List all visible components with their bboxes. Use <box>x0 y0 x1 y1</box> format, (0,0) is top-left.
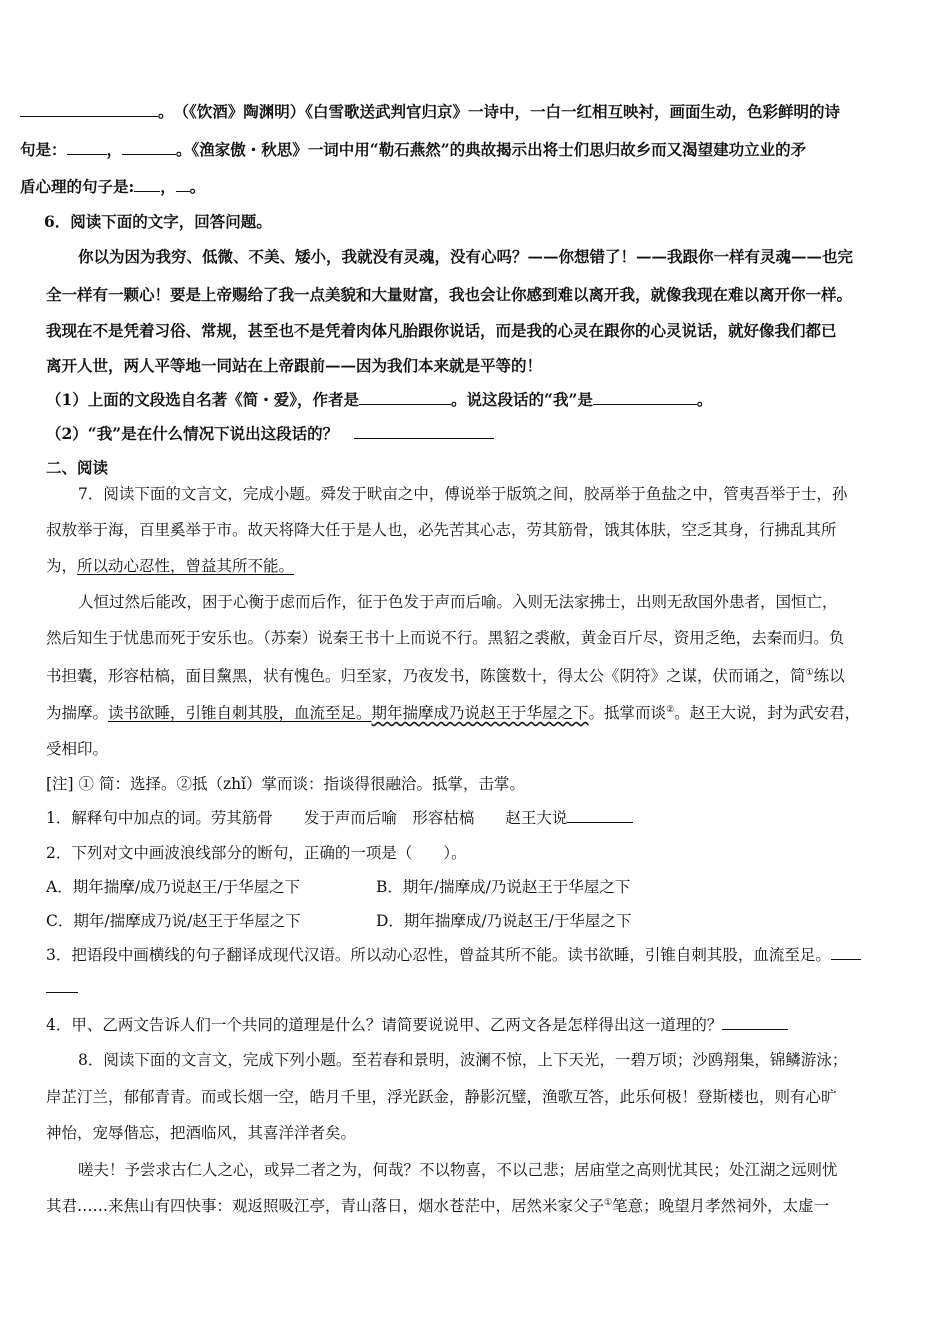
answer-blank[interactable] <box>122 138 176 155</box>
document-page: 。 （《饮酒》陶渊明）《白雪歌送武判官归京》一诗中，一白一红相互映衬，画面生动，色彩鲜明的诗 句是： ， 。《渔家傲・秋思》一词中用“勒石燕然”的典故揭示出将士们思归故乡而又渴望建功立业的矛 盾心理的句子是: ， 。 6．阅读下面的文字，回答问题。 你以为因为我穷、低微、不美、矮小，我就没有灵魂，没有心吗？——你想错了！——我跟你一样有灵魂——也完 全一样有一颗心！要是上帝赐给了我一点美貌和大量财富，我也会让你感到难以离开我，就像我现在难以离开你一样。 我现在不是凭着习俗、常规，甚至也不是凭着肉体凡胎跟你说话，而是我的心灵在跟你的心灵说话，就好像我们都已 离开人世，两人平等地一同站在上帝跟前——因为我们本来就是平等的！ （1）上面的文段选自名著《简・爱》，作者是 。说这段话的“我”是 。 （2）“我”是在什么情况下说出这段话的？ 二、阅读 7．阅读下面的文言文，完成小题。舜发于畎亩之中，傅说举于版筑之间，胶鬲举于鱼盐之中，管夷吾举于士，孙 叔敖举于海，百里奚举于市。故天将降大任于是人也，必先苦其心志，劳其筋骨，饿其体肤，空乏其身，行拂乱其所 为，所以动心忍性，曾益其所不能。 人恒过然后能改，困于心衡于虑而后作，征于色发于声而后喻。入则无法家拂士，出则无敌国外患者，国恒亡， 然后知生于忧患而死于安乐也。（苏秦）说秦王书十上而说不行。黑貂之裘敝，黄金百斤尽，资用乏绝，去秦而归。负 书担囊，形容枯槁，面目黧黑，状有愧色。归至家，乃夜发书，陈箧数十，得太公《阴符》之谋，伏而诵之，简①练以 为揣摩。读书欲睡，引锥自刺其股，血流至足。期年揣摩成乃说赵王于华屋之下。抵掌而谈②。赵王大说，封为武安君， 受相印。 [注] ① 简：选择。②抵（zhǐ）掌而谈：指谈得很融洽。抵掌，击掌。 1．解释句中加点的词。劳其筋骨 发于声而后喻 形容枯槁 赵王大说 2．下列对文中画波浪线部分的断句，正确的一项是（ ）。 A．期年揣摩/成乃说赵王/于华屋之下 B．期年/揣摩成/乃说赵王于华屋之下 C．期年/揣摩成乃说/赵王于华屋之下 D．期年揣摩成/乃说赵王/于华屋之下 3．把语段中画横线的句子翻译成现代汉语。所以动心忍性，曾益其所不能。读书欲睡，引锥自刺其股，血流至足。 4．甲、乙两文告诉人们一个共同的道理是什么？请简要说说甲、乙两文各是怎样得出这一道理的？ 8．阅读下面的文言文，完成下列小题。至若春和景明，波澜不惊，上下天光，一碧万顷；沙鸥翔集，锦鳞游泳； 岸芷汀兰，郁郁青青。而或长烟一空，皓月千里，浮光跃金，静影沉璧，渔歌互答，此乐何极！登斯楼也，则有心旷 神怡，宠辱偕忘，把酒临风，其喜洋洋者矣。 嗟夫！予尝求古仁人之心，或异二者之为，何哉？不以物喜，不以己悲；居庙堂之高则忧其民；处江湖之远则忧 其君……来焦山有四快事：观返照吸江亭，青山落日，烟水苍茫中，居然米家父子①笔意；晚望月孝然祠外，太虚一 <box>20 102 861 1215</box>
author-blank[interactable] <box>359 388 451 405</box>
wavy-underlined-phrase: 期年揣摩成乃说赵王于华屋之下 <box>371 704 589 722</box>
answer-blank[interactable] <box>134 175 160 192</box>
answer-blank[interactable] <box>722 1013 788 1030</box>
option-c[interactable]: C．期年/揣摩成乃说/赵王于华屋之下 <box>46 912 301 930</box>
answer-blank[interactable] <box>567 806 633 823</box>
answer-blank[interactable] <box>176 175 190 192</box>
underlined-sentence-1: 所以动心忍性，曾益其所不能。 <box>77 557 295 575</box>
underlined-sentence-2: 读书欲睡，引锥自刺其股，血流至足。 <box>108 704 372 722</box>
speaker-blank[interactable] <box>593 388 697 405</box>
answer-blank[interactable] <box>831 943 861 960</box>
answer-blank[interactable] <box>46 976 78 993</box>
answer-blank[interactable] <box>20 100 158 117</box>
option-d[interactable]: D．期年揣摩成/乃说赵王/于华屋之下 <box>376 912 632 930</box>
option-b[interactable]: B．期年/揣摩成/乃说赵王于华屋之下 <box>376 878 631 896</box>
answer-blank[interactable] <box>67 138 107 155</box>
option-a[interactable]: A．期年揣摩/成乃说赵王/于华屋之下 <box>46 878 301 896</box>
answer-blank[interactable] <box>354 422 494 439</box>
